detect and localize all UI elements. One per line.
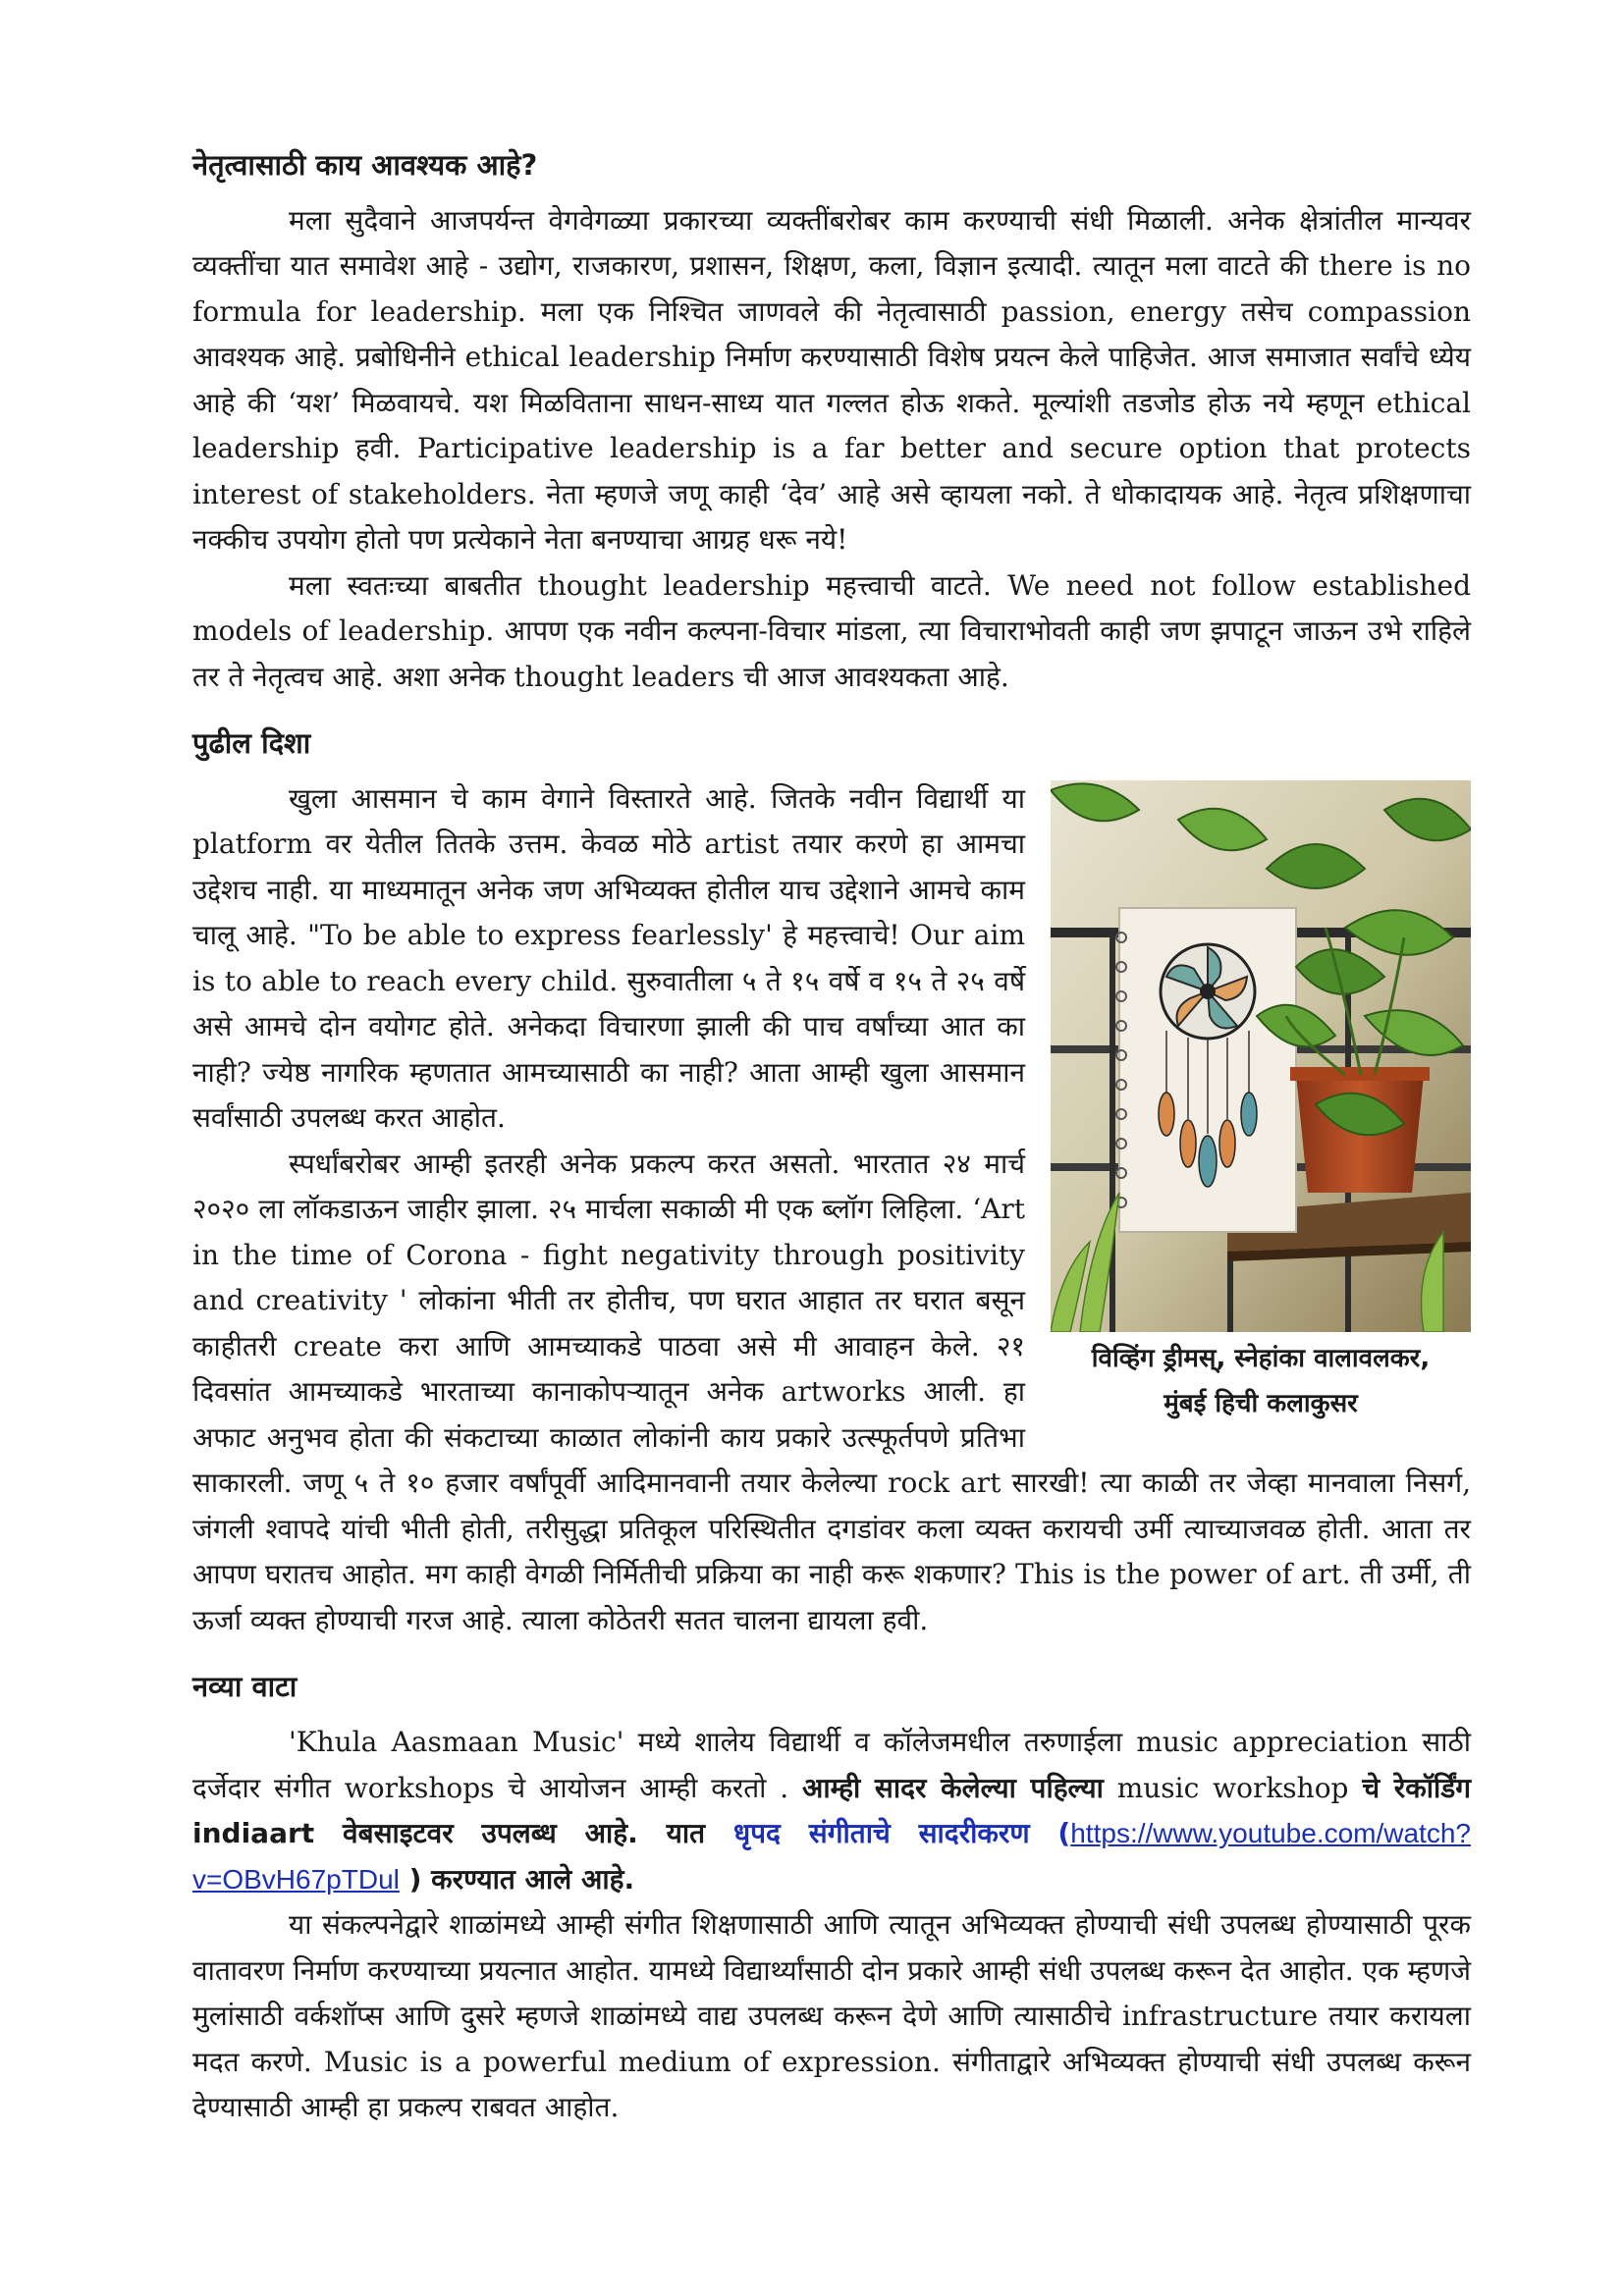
bold-text: ) करण्यात आले आहे. bbox=[399, 1862, 635, 1896]
caption-line-1: विव्हिंग ड्रीमस्, स्नेहांका वालावलकर, bbox=[1091, 1343, 1431, 1373]
paragraph: मला सुदैवाने आजपर्यन्त वेगवेगळ्या प्रकारच्या व्यक्तींबरोबर काम करण्याची संधी मिळाली. अनेक क्षेत्रांतील मान्यवर व्यक्तींचा यात समावेश आहे - उद्योग, राजकारण, प्रशासन, शिक्षण, कला, विज्ञान इत्यादी. त्यातून मला वाटते की there is no formula for leadership. मला एक निश्चित जाणवले की नेतृत्वासाठी passion, energy तसेच compassion आवश्यक आहे. प्रबोधिनीने ethical leadership निर्माण करण्यासाठी विशेष प्रयत्न केले पाहिजेत. आज समाजात सर्वांचे ध्येय आहे की ‘यश’ मिळवायचे. यश मिळविताना साधन-साध्य यात गल्लत होऊ शकते. मूल्यांशी तडजोड होऊ नये म्हणून ethical leadership हवी. Participative leadership is a far better and secure option that protects interest of stakeholders. नेता म्हणजे जणू काही ‘देव’ आहे असे व्हायला नको. ते धोकादायक आहे. नेतृत्व प्रशिक्षणाचा नक्कीच उपयोग होतो पण प्रत्येकाने नेता बनण्याचा आग्रह धरू नये! bbox=[192, 203, 1471, 557]
bold-text: चे रेकॉर्डिंग indiaart वेबसाइटवर उपलब्ध आहे. यात bbox=[192, 1771, 1471, 1850]
artwork-figure bbox=[1051, 780, 1471, 1426]
bold-text: आम्ही सादर केलेल्या पहिल्या bbox=[802, 1771, 1104, 1804]
paragraph: या संकल्पनेद्वारे शाळांमध्ये आम्ही संगीत शिक्षणासाठी आणि त्यातून अभिव्यक्त होण्याची संधी उपलब्ध होण्यासाठी पूरक वातावरण निर्माण करण्याच्या प्रयत्नात आहोत. यामध्ये विद्यार्थ्यांसाठी दोन प्रकारे आम्ही संधी उपलब्ध करून देत आहोत. एक म्हणजे मुलांसाठी वर्कशॉप्स आणि दुसरे म्हणजे शाळांमध्ये वाद्य उपलब्ध करून देणे आणि त्यासाठीचे infrastructure तयार करायला मदत करणे. Music is a powerful medium of expression. संगीताद्वारे अभिव्यक्त होण्याची संधी उपलब्ध करून देण्यासाठी आम्ही हा प्रकल्प राबवत आहोत. bbox=[192, 1908, 1471, 2124]
text-run: 'Khula Aasmaan Music' मध्ये शालेय विद्यार्थी व कॉलेजमधील तरुणाईला music appreciation साठी दर्जेदार संगीत workshops चे आयोजन आम्ही करतो . bbox=[192, 1726, 1471, 1804]
caption-line-2: मुंबई हिची कलाकुसर bbox=[1164, 1388, 1358, 1418]
figure-caption bbox=[1051, 1336, 1471, 1426]
paragraph-music bbox=[192, 1720, 1471, 1902]
paragraph: खुला आसमान चे काम वेगाने विस्तारते आहे. जितके नवीन विद्यार्थी या platform वर येतील तितके उत्तम. केवळ मोठे artist तयार करणे हा आमचा उद्देशच नाही. या माध्यमातून अनेक जण अभिव्यक्त होतील याच उद्देशाने आमचे काम चालू आहे. "To be able to express fearlessly' हे महत्त्वाचे! Our aim is to able to reach every child. सुरुवातीला ५ ते १५ वर्षे व १५ ते २५ वर्षे असे आमचे दोन वयोगट होते. अनेकदा विचारणा झाली की पाच वर्षांच्या आत का नाही? ज्येष्ठ नागरिक म्हणतात आमच्यासाठी का नाही? आता आम्ही खुला आसमान सर्वांसाठी उपलब्ध करत आहोत. bbox=[192, 781, 1025, 1135]
section-heading-leadership: नेतृत्वासाठी काय आवश्यक आहे? bbox=[192, 148, 538, 182]
paragraph: मला स्वतःच्या बाबतीत thought leadership महत्त्वाची वाटते. We need not follow established models of leadership. आपण एक नवीन कल्पना-विचार मांडला, त्या विचाराभोवती काही जण झपाटून जाऊन उभे राहिले तर ते नेतृत्वच आहे. अशा अनेक thought leaders ची आज आवश्यकता आहे. bbox=[192, 568, 1471, 693]
section-body-future-direction bbox=[192, 776, 1471, 1644]
highlight-text: धृपद संगीताचे सादरीकरण bbox=[732, 1817, 1030, 1850]
artwork-photo bbox=[1051, 780, 1471, 1332]
text-run: music workshop bbox=[1103, 1771, 1363, 1804]
paragraph: स्पर्धांबरोबर आम्ही इतरही अनेक प्रकल्प करत असतो. भारतात २४ मार्च २०२० ला लॉकडाऊन जाहीर झाला. २५ मार्चला सकाळी मी एक ब्लॉग लिहिला. ‘Art in the time of Corona - fight negativity through positivity and creativity ' लोकांना भीती तर होतीच, पण घरात आहात तर घरात बसून काहीतरी create करा आणि आमच्याकडे पाठवा असे मी आवाहन केले. २१ दिवसांत आमच्याकडे भारताच्या कानाकोपऱ्यातून अनेक artworks आली. हा अफाट अनुभव होता की संकटाच्या काळात लोकांनी काय प्रकारे उत्स्फूर्तपणे प्रतिभा साकारली. जणू ५ ते १० हजार वर्षांपूर्वी आदिमानवानी तयार केलेल्या rock art सारखी! त्या काळी तर जेव्हा मानवाला निसर्ग, जंगली श्वापदे यांची भीती होती, तरीसुद्धा प्रतिकूल परिस्थितीत दगडांवर कला व्यक्त करायची उर्मी त्याच्याजवळ होती. आता तर आपण घरातच आहोत. मग काही वेगळी निर्मितीची प्रक्रिया का नाही करू शकणार? This is the power of art. ती उर्मी, ती ऊर्जा व्यक्त होण्याची गरज आहे. त्याला कोठेतरी सतत चालना द्यायला हवी. bbox=[192, 1147, 1471, 1636]
youtube-link[interactable]: https://www.youtube.com/watch?v=OBvH67pTDul bbox=[192, 1818, 1471, 1895]
document-page bbox=[192, 147, 1471, 2131]
section-heading-future-direction: पुढील दिशा bbox=[192, 726, 311, 761]
text-run: ( bbox=[1029, 1817, 1071, 1850]
section-heading-new-paths: नव्या वाटा bbox=[192, 1670, 298, 1704]
